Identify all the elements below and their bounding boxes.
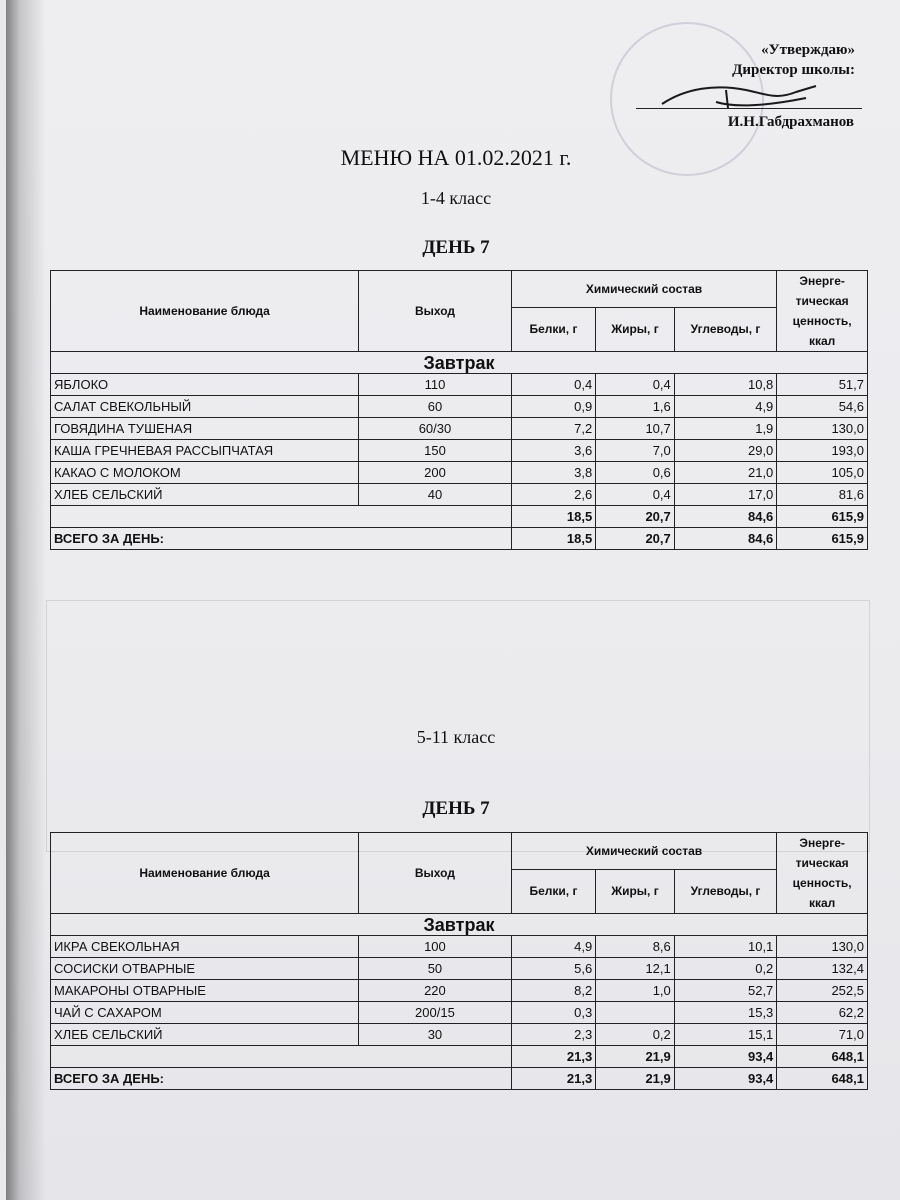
- col-energy: Энерге-тическая ценность, ккал: [777, 271, 868, 352]
- dish-name: ЯБЛОКО: [51, 374, 359, 396]
- approval-block: [732, 40, 855, 80]
- table-row: [51, 1024, 868, 1046]
- dish-carbs: 52,7: [674, 980, 777, 1002]
- dish-output: 150: [359, 440, 512, 462]
- table-row: [51, 418, 868, 440]
- table-row: [51, 374, 868, 396]
- dish-kcal: 132,4: [777, 958, 868, 980]
- dish-name: ХЛЕБ СЕЛЬСКИЙ: [51, 484, 359, 506]
- total-label: ВСЕГО ЗА ДЕНЬ:: [51, 1068, 512, 1090]
- signature-line: [636, 108, 862, 109]
- dish-kcal: 193,0: [777, 440, 868, 462]
- dish-kcal: 130,0: [777, 418, 868, 440]
- day-label-1: ДЕНЬ 7: [422, 237, 490, 258]
- col-protein: Белки, г: [511, 307, 595, 351]
- col-output: Выход: [359, 271, 512, 352]
- subtotal-protein: 21,3: [511, 1046, 595, 1068]
- col-chem: Химический состав: [511, 833, 777, 870]
- dish-protein: 4,9: [511, 936, 595, 958]
- dish-name: ЧАЙ С САХАРОМ: [51, 1002, 359, 1024]
- subtotal-kcal: 615,9: [777, 506, 868, 528]
- subtotal-blank: [51, 506, 512, 528]
- dish-carbs: 15,1: [674, 1024, 777, 1046]
- menu-table-1-4: [50, 270, 868, 550]
- dish-fat: 1,0: [596, 980, 675, 1002]
- dish-protein: 2,6: [511, 484, 595, 506]
- dish-protein: 5,6: [511, 958, 595, 980]
- meal-label: Завтрак: [51, 352, 868, 374]
- dish-fat: 1,6: [596, 396, 675, 418]
- subtotal-fat: 20,7: [596, 506, 675, 528]
- total-fat: 20,7: [596, 528, 675, 550]
- dish-kcal: 54,6: [777, 396, 868, 418]
- col-fat: Жиры, г: [596, 869, 675, 913]
- dish-name: МАКАРОНЫ ОТВАРНЫЕ: [51, 980, 359, 1002]
- dish-protein: 0,4: [511, 374, 595, 396]
- table-row: [51, 958, 868, 980]
- grade-1-4-label: 1-4 класс: [420, 188, 492, 208]
- dish-output: 200: [359, 462, 512, 484]
- subtotal-fat: 21,9: [596, 1046, 675, 1068]
- dish-output: 60: [359, 396, 512, 418]
- dish-kcal: 62,2: [777, 1002, 868, 1024]
- table-row: [51, 936, 868, 958]
- subtotal-kcal: 648,1: [777, 1046, 868, 1068]
- total-kcal: 615,9: [777, 528, 868, 550]
- subtotal-carbs: 84,6: [674, 506, 777, 528]
- dish-protein: 0,3: [511, 1002, 595, 1024]
- director-name: И.Н.Габдрахманов: [727, 114, 854, 130]
- col-output: Выход: [359, 833, 512, 914]
- dish-fat: [596, 1002, 675, 1024]
- dish-fat: 7,0: [596, 440, 675, 462]
- menu-title: МЕНЮ НА 01.02.2021 г.: [340, 145, 572, 170]
- dish-kcal: 51,7: [777, 374, 868, 396]
- dish-carbs: 29,0: [674, 440, 777, 462]
- dish-name: ИКРА СВЕКОЛЬНАЯ: [51, 936, 359, 958]
- dish-output: 110: [359, 374, 512, 396]
- dish-protein: 7,2: [511, 418, 595, 440]
- dish-carbs: 21,0: [674, 462, 777, 484]
- dish-fat: 12,1: [596, 958, 675, 980]
- col-dish-name: Наименование блюда: [51, 271, 359, 352]
- subtotal-protein: 18,5: [511, 506, 595, 528]
- table-row: [51, 484, 868, 506]
- subtotal-carbs: 93,4: [674, 1046, 777, 1068]
- approve-label: «Утверждаю»: [761, 42, 855, 58]
- total-protein: 18,5: [511, 528, 595, 550]
- total-kcal: 648,1: [777, 1068, 868, 1090]
- dish-output: 60/30: [359, 418, 512, 440]
- dish-fat: 0,6: [596, 462, 675, 484]
- dish-protein: 8,2: [511, 980, 595, 1002]
- director-position: Директор школы:: [732, 62, 855, 78]
- dish-protein: 2,3: [511, 1024, 595, 1046]
- table-row: [51, 462, 868, 484]
- table-row: [51, 1002, 868, 1024]
- total-fat: 21,9: [596, 1068, 675, 1090]
- scan-edge-shadow: [6, 0, 46, 1200]
- dish-protein: 3,6: [511, 440, 595, 462]
- dish-name: КАША ГРЕЧНЕВАЯ РАССЫПЧАТАЯ: [51, 440, 359, 462]
- dish-output: 200/15: [359, 1002, 512, 1024]
- dish-fat: 10,7: [596, 418, 675, 440]
- total-protein: 21,3: [511, 1068, 595, 1090]
- dish-fat: 0,2: [596, 1024, 675, 1046]
- dish-output: 50: [359, 958, 512, 980]
- dish-kcal: 130,0: [777, 936, 868, 958]
- dish-fat: 0,4: [596, 484, 675, 506]
- dish-name: ХЛЕБ СЕЛЬСКИЙ: [51, 1024, 359, 1046]
- total-label: ВСЕГО ЗА ДЕНЬ:: [51, 528, 512, 550]
- dish-name: КАКАО С МОЛОКОМ: [51, 462, 359, 484]
- dish-protein: 3,8: [511, 462, 595, 484]
- grade-5-11-label: 5-11 класс: [416, 727, 496, 747]
- meal-label: Завтрак: [51, 914, 868, 936]
- dish-carbs: 1,9: [674, 418, 777, 440]
- table-row: [51, 396, 868, 418]
- col-fat: Жиры, г: [596, 307, 675, 351]
- document-page: [6, 0, 900, 1200]
- dish-carbs: 10,8: [674, 374, 777, 396]
- col-carbs: Углеводы, г: [674, 307, 777, 351]
- total-carbs: 93,4: [674, 1068, 777, 1090]
- dish-carbs: 17,0: [674, 484, 777, 506]
- dish-output: 30: [359, 1024, 512, 1046]
- menu-table-5-11: [50, 832, 868, 1090]
- dish-name: СОСИСКИ ОТВАРНЫЕ: [51, 958, 359, 980]
- dish-output: 40: [359, 484, 512, 506]
- dish-carbs: 10,1: [674, 936, 777, 958]
- day-label-2: ДЕНЬ 7: [422, 798, 490, 819]
- dish-name: САЛАТ СВЕКОЛЬНЫЙ: [51, 396, 359, 418]
- dish-carbs: 0,2: [674, 958, 777, 980]
- col-energy: Энерге-тическая ценность, ккал: [777, 833, 868, 914]
- dish-kcal: 81,6: [777, 484, 868, 506]
- dish-output: 100: [359, 936, 512, 958]
- dish-kcal: 71,0: [777, 1024, 868, 1046]
- dish-carbs: 15,3: [674, 1002, 777, 1024]
- dish-kcal: 105,0: [777, 462, 868, 484]
- dish-fat: 0,4: [596, 374, 675, 396]
- dish-name: ГОВЯДИНА ТУШЕНАЯ: [51, 418, 359, 440]
- col-dish-name: Наименование блюда: [51, 833, 359, 914]
- subtotal-blank: [51, 1046, 512, 1068]
- col-protein: Белки, г: [511, 869, 595, 913]
- dish-output: 220: [359, 980, 512, 1002]
- total-carbs: 84,6: [674, 528, 777, 550]
- dish-kcal: 252,5: [777, 980, 868, 1002]
- col-carbs: Углеводы, г: [674, 869, 777, 913]
- dish-fat: 8,6: [596, 936, 675, 958]
- table-row: [51, 440, 868, 462]
- dish-protein: 0,9: [511, 396, 595, 418]
- dish-carbs: 4,9: [674, 396, 777, 418]
- table-row: [51, 980, 868, 1002]
- col-chem: Химический состав: [511, 271, 777, 308]
